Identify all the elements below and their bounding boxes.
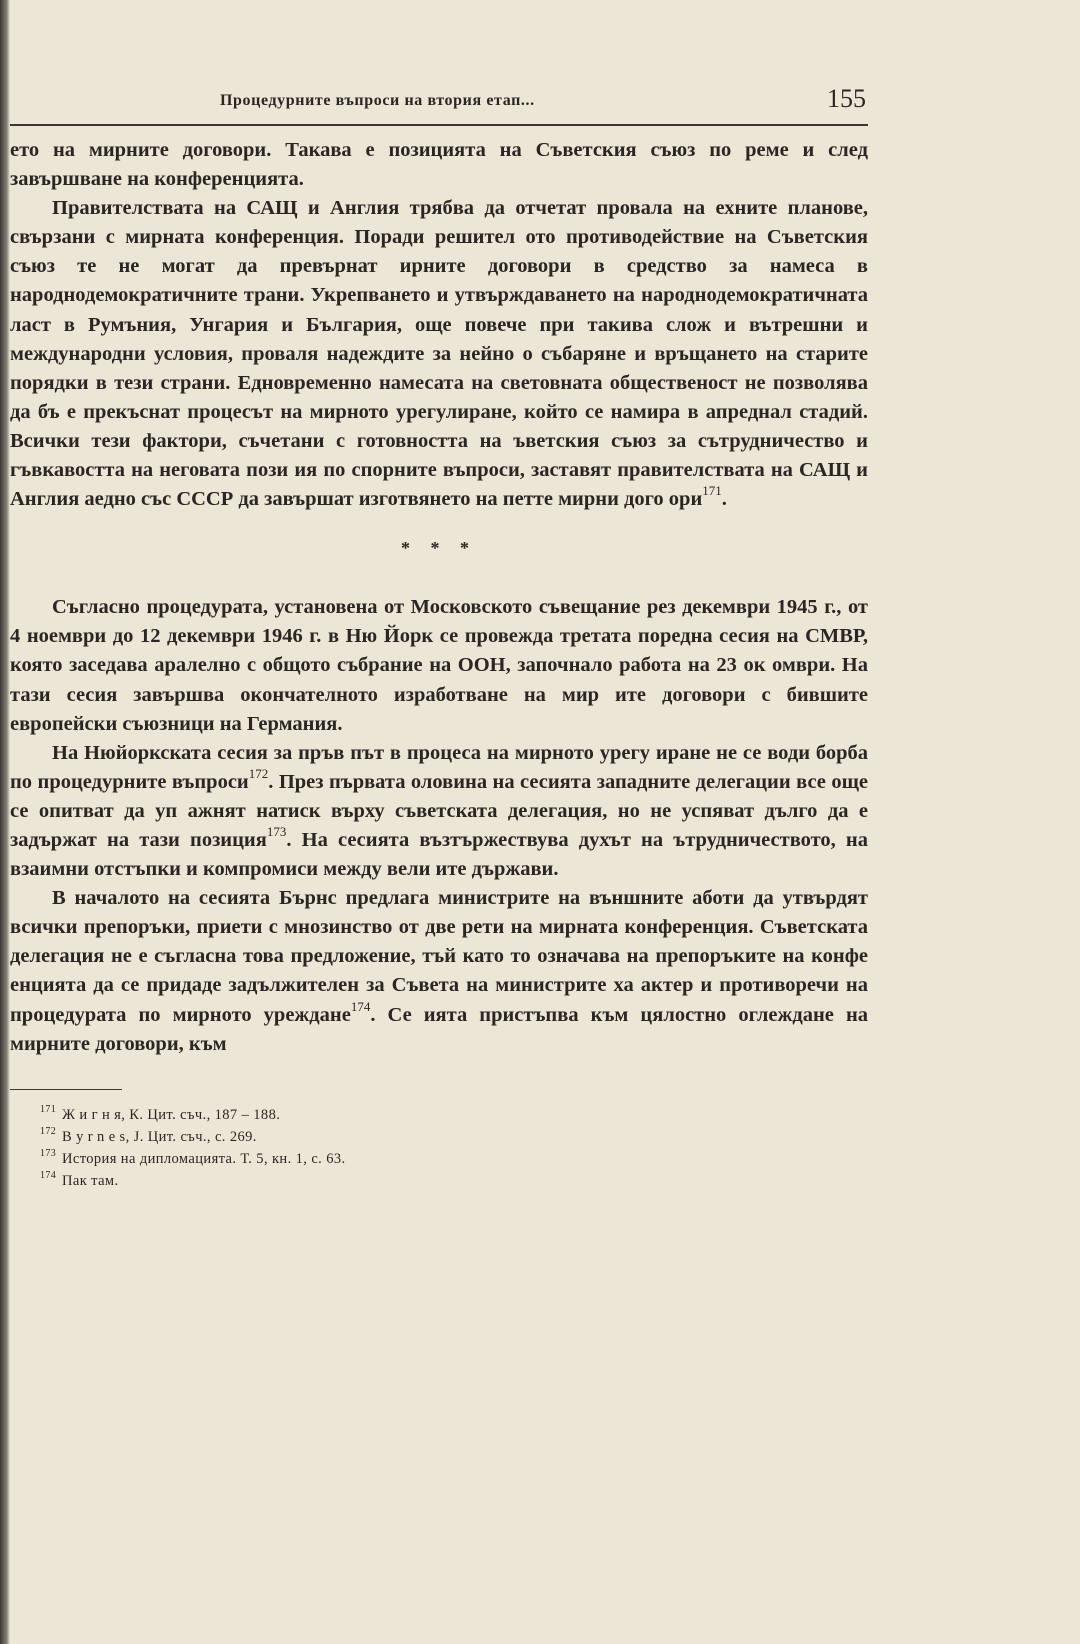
paragraph-3 xyxy=(10,593,868,738)
paragraph-text: Съгласно процедурата, установена от Московското съвещание рез декември 1945 г., от 4 ноември до 12 декември 1946 г. в Ню Йорк се провежда третата поредна сесия на СМВР, която заседава аралелно с общото събрание на ООН, започнало работа на 23 ок омври. На тази сесия завършва окончателното изработване на мир ите договори с бившите европейски съюзници на Германия. xyxy=(10,596,868,735)
paragraph-text: В началото на сесията Бърнс предлага министрите на външните аботи да утвърдят всички препоръки, приети с мнозинство от две рети на мирната конференция. Съветската делегация не е съгласна това предложение, тъй като то означава на препоръките на конфе енцията да се придаде задължителен за Съвета на министрите ха актер и противоречи на процедурата по мирното уреждане xyxy=(10,887,868,1026)
footnote-text: B y r n e s, J. Цит. съч., с. 269. xyxy=(62,1128,257,1145)
paragraph-text: Правителствата на САЩ и Англия трябва да отчетат провала на ехните планове, свързани с мирната конференция. Поради решител ото противодействие на Съветския съюз те не могат да превърнат ирните договори в средство за намеса в народнодемократичните трани. Укрепването и утвърждаването на народнодемократичната ласт в Румъния, Унгария и България, още повече при такива слож и вътрешни и международни условия, проваля надеждите за нейно о събаряне и връщането на старите порядки в тези страни. Едновременно намесата на световната общественост не позволява да бъ е прекъснат процесът на мирното урегулиране, който се намира в апреднал стадий. Всички тези фактори, съчетани с готовността на ъветския съюз за сътрудничество и гъвкавостта на неговата пози ия по спорните въпроси, заставят правителствата на САЩ и Англия аедно със СССР да завършат изготвянето на петте мирни дого ори xyxy=(10,197,868,511)
paragraph-text: ето на мирните договори. Такава е позицията на Съветския съюз по реме и след завършване на конференцията. xyxy=(10,139,868,191)
paragraph-4 xyxy=(10,739,868,884)
footnote-text: Ж и г н я, К. Цит. съч., 187 – 188. xyxy=(62,1106,281,1123)
footnote-text: История на дипломацията. Т. 5, кн. 1, с. 63. xyxy=(62,1150,346,1167)
footnote-ref-173[interactable]: 173 xyxy=(266,824,287,840)
footnotes xyxy=(10,1104,868,1192)
paragraph-text: . През първата оловина на сесията западните делегации все още се опитват да уп ажнят натиск върху съветската делегация, но не успяват дълго да е задържат на тази позиция xyxy=(10,770,868,851)
footnote-ref-174[interactable]: 174 xyxy=(350,998,371,1014)
paragraph-1 xyxy=(10,136,868,194)
footnote-number: 173 xyxy=(40,1147,57,1159)
footnote-divider xyxy=(10,1089,122,1090)
footnote-ref-172[interactable]: 172 xyxy=(248,765,269,781)
page-content xyxy=(10,80,868,1192)
paragraph-5 xyxy=(10,884,868,1059)
paragraph-2 xyxy=(10,194,868,514)
page-number: 155 xyxy=(827,84,866,113)
footnote xyxy=(40,1169,868,1192)
body-text xyxy=(10,136,868,1059)
paragraph-text: . xyxy=(721,488,727,511)
page-header xyxy=(10,80,868,126)
footnote xyxy=(40,1103,868,1126)
paragraph-text: На Нюйоркската сесия за пръв път в процеса на мирното урегу иране не се води борба по процедурните въпроси xyxy=(10,741,868,793)
footnote-ref-171[interactable]: 171 xyxy=(702,483,722,499)
running-title: Процедурните въпроси на втория етап... xyxy=(220,92,535,109)
paragraph-text: . На сесията възтържествува духът на ътрудничеството, на взаимни отстъпки и компромиси между вели ите държави. xyxy=(10,828,868,881)
footnote-text: Пак там. xyxy=(62,1172,119,1189)
page-binding-edge xyxy=(0,0,10,1644)
footnote-number: 174 xyxy=(40,1169,57,1181)
paragraph-text: . Се ията пристъпва към цялостно оглеждане на мирните договори, към xyxy=(10,1003,869,1055)
footnote xyxy=(40,1125,868,1148)
footnote xyxy=(40,1147,868,1170)
footnote-number: 171 xyxy=(40,1103,57,1115)
section-separator: * * * xyxy=(401,538,477,559)
footnote-number: 172 xyxy=(40,1125,57,1137)
